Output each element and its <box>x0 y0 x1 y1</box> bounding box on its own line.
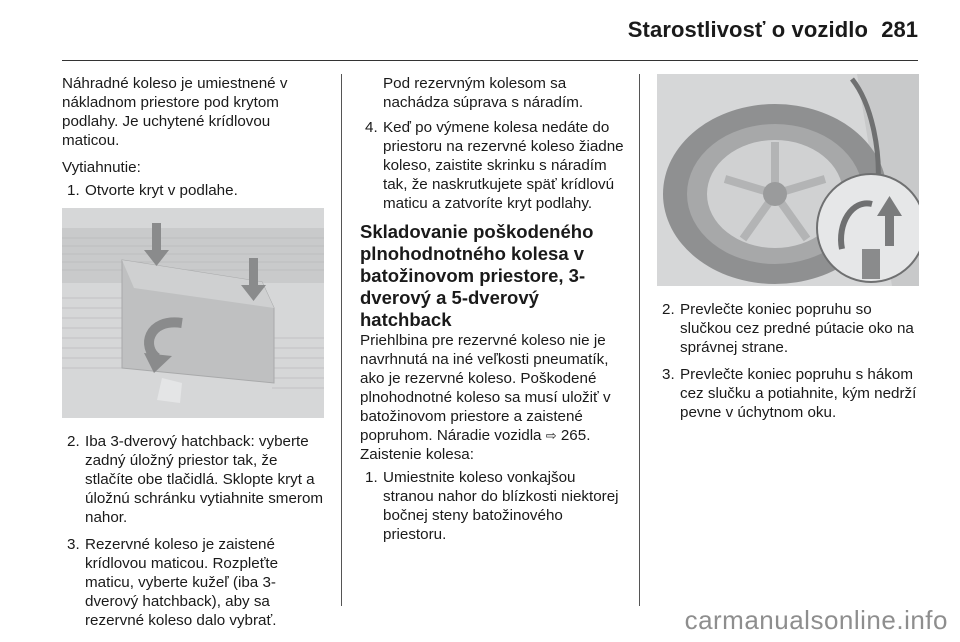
securing-steps <box>360 468 626 544</box>
section-heading: Skladovanie poškodeného plnohodnotného kolesa v batožinovom priestore, 3-dverový a 5-dverový hatchback <box>360 221 594 330</box>
step-2-number: 2. <box>67 433 80 450</box>
securing-step-3-text: Prevlečte koniec popruhu s hákom cez slučku a potiahnite, kým nedrží pevne v úchytnom oku. <box>680 366 917 421</box>
securing-step-1 <box>360 468 626 544</box>
removal-steps-cont <box>62 432 324 630</box>
page-reference-icon: ⇨ <box>545 428 557 443</box>
removal-subhead: Vytiahnutie: <box>62 159 141 176</box>
column-3 <box>657 74 919 430</box>
step-3 <box>62 535 324 630</box>
securing-step-2-number: 2. <box>662 301 675 318</box>
step-1 <box>62 181 324 200</box>
securing-step-2 <box>657 300 919 357</box>
column-1 <box>62 74 324 638</box>
page-title: Starostlivosť o vozidlo <box>627 17 868 42</box>
section-body-text: Priehlbina pre rezervné koleso nie je navrhnutá na iné veľkosti pneumatík, ako je rezervné koleso. Poškodené plnohodnotné koleso sa musí uložiť v batožinovom priestore a zaistené popruhom. Náradie vozidla <box>360 332 611 444</box>
step-3-continued-text: Pod rezervným kolesom sa nachádza súprava s náradím. <box>383 75 584 111</box>
section-body <box>360 331 626 445</box>
securing-step-1-text: Umiestnite koleso vonkajšou stranou nahor do blízkosti niektorej bočnej steny batožinového priestoru. <box>383 469 619 543</box>
securing-steps-cont <box>657 300 919 422</box>
column-2 <box>360 74 626 552</box>
securing-step-3-number: 3. <box>662 366 675 383</box>
header-rule <box>62 60 918 61</box>
step-2 <box>62 432 324 527</box>
step-3-text: Rezervné koleso je zaistené krídlovou maticou. Rozpleťte maticu, vyberte kužeľ (iba 3-dverový hatchback), aby sa rezervné koleso dalo vybrať. <box>85 536 279 629</box>
intro-paragraph: Náhradné koleso je umiestnené v nákladnom priestore pod krytom podlahy. Je uchytené krídlovou maticou. <box>62 75 288 149</box>
step-4 <box>360 118 626 213</box>
spare-wheel-strap-illustration <box>657 74 919 286</box>
column-divider-2 <box>639 74 640 606</box>
step-1-number: 1. <box>67 182 80 199</box>
securing-step-3 <box>657 365 919 422</box>
column-divider-1 <box>341 74 342 606</box>
page-header <box>0 0 960 62</box>
step-1-text: Otvorte kryt v podlahe. <box>85 182 238 199</box>
step-2-text: Iba 3-dverový hatchback: vyberte zadný úložný priestor tak, že stlačíte obe tlačidlá. Sklopte kryt a úložnú schránku vytiahnite smerom nahor. <box>85 433 324 526</box>
page-number: 281 <box>881 17 918 42</box>
watermark: carmanualsonline.info <box>684 605 948 635</box>
securing-step-2-text: Prevlečte koniec popruhu so slučkou cez predné pútacie oko na správnej strane. <box>680 301 914 356</box>
floor-cover-illustration <box>62 208 324 418</box>
page-reference: 265. <box>556 427 591 444</box>
removal-steps <box>62 181 324 200</box>
step-4-number: 4. <box>365 119 378 136</box>
removal-steps-col2 <box>360 74 626 213</box>
securing-subhead: Zaistenie kolesa: <box>360 446 474 463</box>
step-4-text: Keď po výmene kolesa nedáte do priestoru na rezervné koleso žiadne koleso, zaistite skrinku s náradím tak, že naskrutkujete späť krídlovú maticu a zatvoríte kryt podlahy. <box>383 119 624 212</box>
step-3-number: 3. <box>67 536 80 553</box>
securing-step-1-number: 1. <box>365 469 378 486</box>
step-3-continued <box>360 74 626 112</box>
